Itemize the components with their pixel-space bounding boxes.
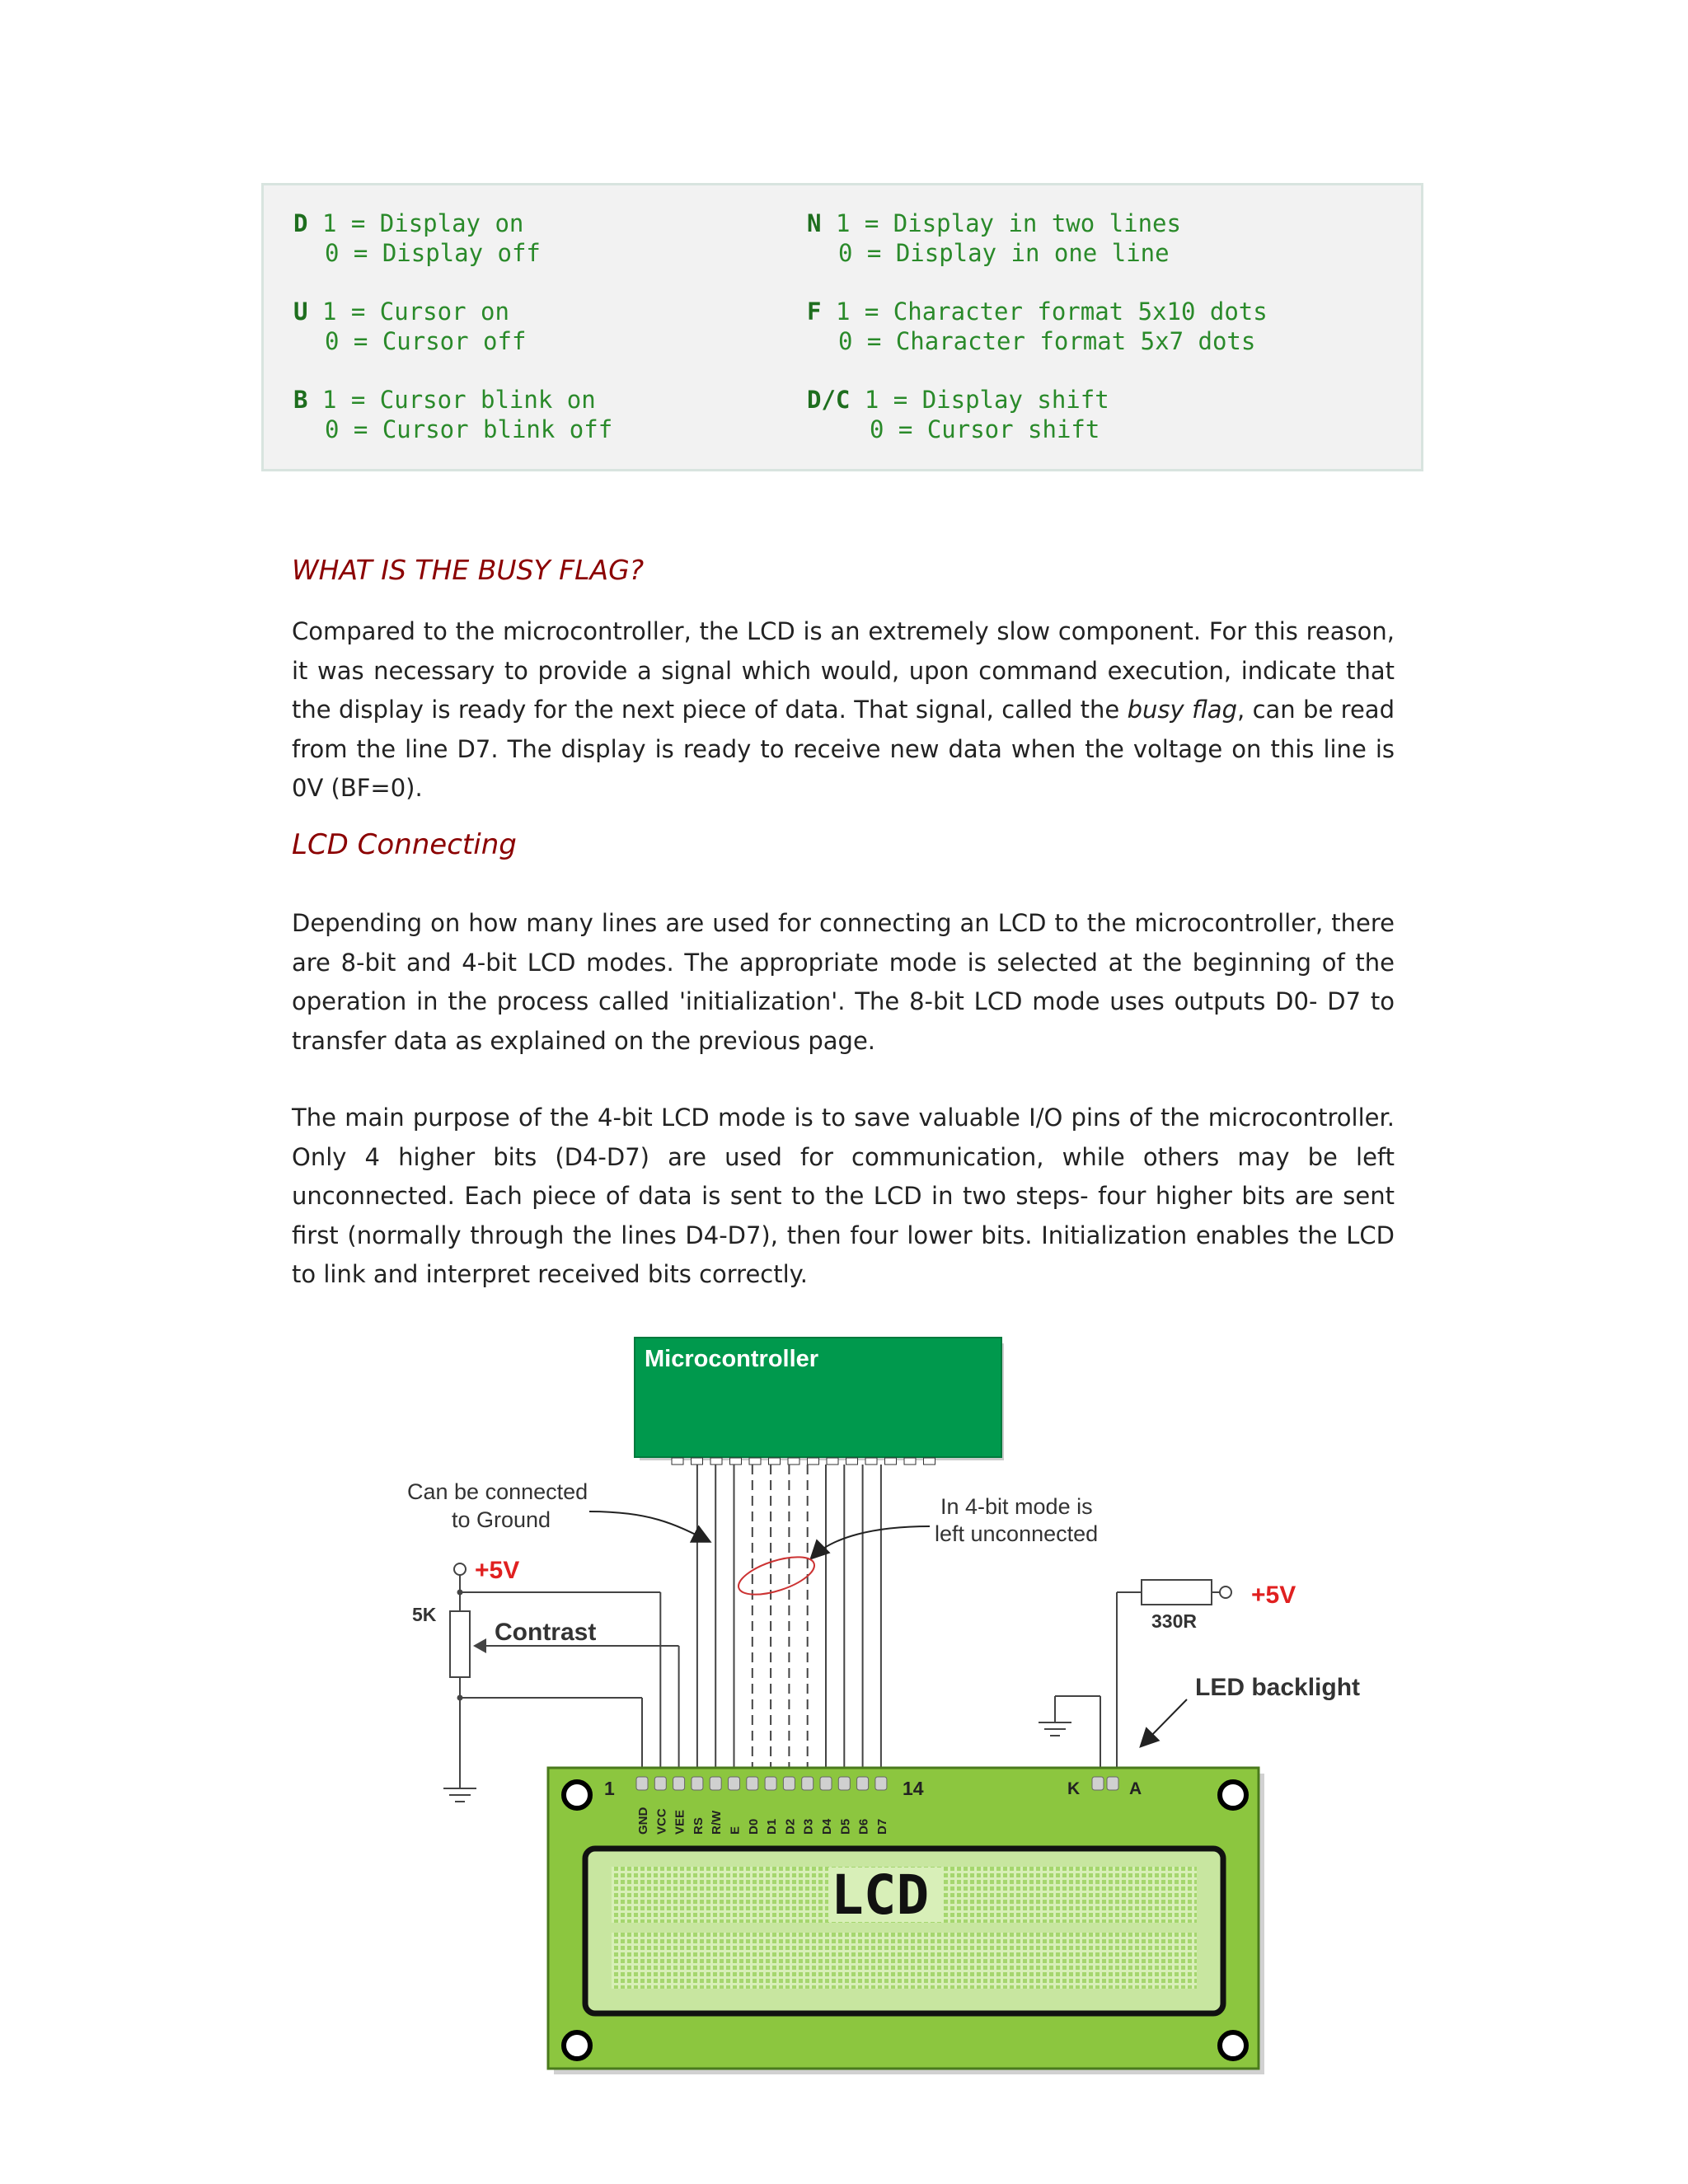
lcd-pin-name: D5 [838,1818,853,1835]
option-d-on: D 1 = Display on [293,209,524,237]
plus5v-left-terminal [454,1563,466,1575]
option-n-off: 0 = Display in one line [838,239,1170,267]
lcd-display-text: LCD [831,1863,930,1927]
microcontroller-label: Microcontroller [645,1346,819,1372]
pin-14-label: 14 [903,1778,924,1799]
lcd-pin [673,1777,685,1790]
backlight-resistor [1142,1580,1212,1605]
lcd-pin [783,1777,795,1790]
ground-symbol-right [1039,1722,1071,1736]
option-b-on: B 1 = Cursor blink on [293,386,596,414]
pot-value-label: 5K [412,1604,437,1625]
lcd-pin-name: GND [636,1807,650,1835]
mcu-pin [769,1458,781,1465]
plus5v-left-label: +5V [475,1557,520,1584]
lcd-connecting-heading: LCD Connecting [292,828,517,861]
unconnected-pins-ellipse [734,1549,818,1602]
option-n-on: N 1 = Display in two lines [807,209,1181,237]
plus5v-right-label: +5V [1251,1582,1296,1609]
ground-symbol-left [443,1788,476,1802]
option-u-on: U 1 = Cursor on [293,298,509,326]
lcd-pin [636,1777,648,1790]
mcu-pin [924,1458,935,1465]
lcd-pin-name: D7 [874,1818,889,1835]
option-d-off: 0 = Display off [325,239,541,267]
four-bit-paragraph: The main purpose of the 4-bit LCD mode is to save valuable I/O pins of the microcontroller. Only 4 higher bits (D4-D7) are used for communication, while others may be left unconnected. Each piece of data is sent to the LCD in two steps- four higher bits are sent first (normally through the lines D4-D7), then four lower bits. Initialization enables the LCD to link and interpret received bits correctly. [292,1104,1395,1288]
lcd-pin-name: E [728,1825,743,1835]
mcu-pin [904,1458,916,1465]
lcd-pin [747,1777,758,1790]
busy-flag-paragraph: Compared to the microcontroller, the LCD is an extremely slow component. For this reason, it was necessary to provide a signal which would, upon command execution, indicate that the display is ready for the next piece of data. That signal, called the busy flag, can be read from the line D7. The display is ready to receive new data when the voltage on this line is 0V (BF=0). [292,617,1395,802]
contrast-label: Contrast [495,1619,597,1646]
lcd-pin-name: RS [691,1817,706,1835]
mcu-pin [808,1458,819,1465]
ground-note-line1: Can be connected [407,1479,588,1504]
lcd-pin [802,1777,814,1790]
mcu-pin [827,1458,838,1465]
pin-a-label: A [1129,1779,1142,1798]
unconnected-note-line1: In 4-bit mode is [940,1494,1093,1519]
option-dc-off: 0 = Cursor shift [870,415,1100,443]
unconnected-note-line2: left unconnected [935,1521,1099,1546]
modes-paragraph: Depending on how many lines are used for connecting an LCD to the microcontroller, there are 8-bit and 4-bit LCD modes. The appropriate mode is selected at the beginning of the operation in the process called 'initialization'. The 8-bit LCD mode uses outputs D0- D7 to transfer data as explained on the previous page. [292,909,1395,1055]
lcd-pin-name: R/W [710,1810,724,1835]
lcd-pin-name: VEE [673,1809,687,1835]
mcu-pin [730,1458,742,1465]
lcd-pin [857,1777,869,1790]
mcu-pin [885,1458,897,1465]
mcu-pin [788,1458,799,1465]
unconnected-note-arrow [812,1526,930,1558]
mcu-pin [865,1458,877,1465]
option-f-on: F 1 = Character format 5x10 dots [807,298,1268,326]
mcu-pin [692,1458,703,1465]
lcd-pin [875,1777,887,1790]
lcd-pin [692,1777,703,1790]
lcd-pin-name: D3 [801,1818,816,1835]
lcd-pin-name: D0 [746,1818,761,1835]
led-backlight-label: LED backlight [1195,1674,1361,1701]
lcd-pin-name: D2 [783,1818,798,1835]
pin-1-label: 1 [604,1778,615,1799]
ground-note-arrow [589,1511,709,1541]
mcu-pin [749,1458,761,1465]
backlight-arrow [1142,1699,1187,1746]
option-u-off: 0 = Cursor off [325,327,527,355]
mcu-pin [710,1458,722,1465]
lcd-row-2 [612,1933,1197,1989]
lcd-pin [765,1777,776,1790]
busy-flag-heading: WHAT IS THE BUSY FLAG? [292,554,645,586]
data-wires [639,1465,881,1777]
lcd-pin-name: D6 [856,1818,871,1835]
lcd-pin [729,1777,740,1790]
lcd-pin [820,1777,832,1790]
lcd-pin [838,1777,850,1790]
lcd-pin [710,1777,721,1790]
option-f-off: 0 = Character format 5x7 dots [838,327,1256,355]
mcu-pin [672,1458,683,1465]
lcd-pin-name: D4 [820,1818,834,1835]
resistor-value-label: 330R [1151,1610,1197,1632]
plus5v-right-terminal [1220,1586,1231,1598]
contrast-potentiometer [450,1611,470,1677]
lcd-pin-name: VCC [654,1808,669,1835]
lcd-pin-name: D1 [765,1818,780,1835]
option-dc-on: D/C 1 = Display shift [807,386,1109,414]
mcu-pin [846,1458,858,1465]
option-b-off: 0 = Cursor blink off [325,415,613,443]
ground-note-line2: to Ground [452,1507,551,1532]
pin-k-label: K [1067,1779,1081,1798]
lcd-pin [654,1777,666,1790]
